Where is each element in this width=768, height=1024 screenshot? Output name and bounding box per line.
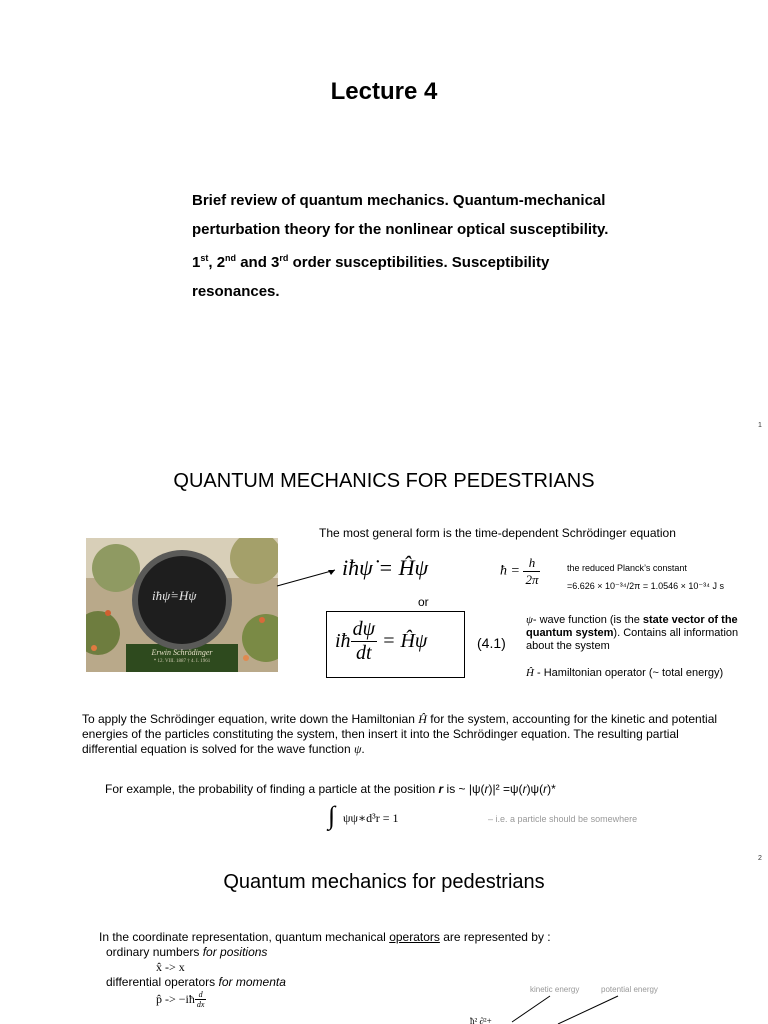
abstract-line: Brief review of quantum mechanics. Quantum-mechanical <box>192 192 606 209</box>
psi-note: ψ- wave function (is the state vector of the quantum system). Contains all information about the system <box>526 614 739 652</box>
lecture-abstract <box>192 186 662 306</box>
hamiltonian-note: Ĥ - Hamiltonian operator (~ total energy) <box>526 667 724 679</box>
or-label: or <box>418 595 429 609</box>
name-plate: Erwin Schrödinger <box>151 648 213 657</box>
position-operator: x̂ -> x <box>156 960 185 974</box>
slide-title: Quantum mechanics for pedestrians <box>223 871 545 893</box>
kinetic-energy-label: kinetic energy <box>530 985 580 994</box>
slide-title: QUANTUM MECHANICS FOR PEDESTRIANS <box>173 470 595 492</box>
abstract-line: resonances. <box>192 283 280 300</box>
lecture-title: Lecture 4 <box>330 78 438 105</box>
momenta-line: differential operators for momenta <box>106 975 286 989</box>
normalization-equation: ψψ∗d³r = 1 <box>343 811 399 825</box>
operators-intro: In the coordinate representation, quantum mechanical operators are represented by : <box>99 930 551 944</box>
integral-sign: ∫ <box>328 801 336 830</box>
schrodinger-equation-box: iħ $\frac{d\psi}{dt}$ = Ĥψ <box>326 611 465 678</box>
normalization-note: – i.e. a particle should be somewhere <box>488 814 638 824</box>
potential-energy-label: potential energy <box>601 985 658 994</box>
svg-text:ħ² ∂²+: ħ² ∂²+ <box>470 1016 492 1024</box>
page-number: 1 <box>758 422 762 429</box>
abstract-line: perturbation theory for the nonlinear optical susceptibility. <box>192 221 609 238</box>
probability-example: For example, the probability of finding a particle at the position r is ~ |ψ(r)|² =ψ(r)ψ(r)* <box>105 782 556 796</box>
hbar-description: the reduced Planck’s constant <box>567 563 687 573</box>
hbar-value: =6.626 × 10⁻³⁴/2π = 1.0546 × 10⁻³⁴ J s <box>567 581 725 591</box>
positions-line: ordinary numbers for positions <box>106 945 268 959</box>
plaque-equation: iħψ̇=Hψ <box>152 588 197 603</box>
name-plate-dates: * 12. VIII. 1887 † 4. I. 1961 <box>153 659 211 664</box>
hbar-definition: ħ = $\frac{h}{2\pi}$ <box>500 555 539 587</box>
energy-pointer-arrows <box>460 994 630 1024</box>
arrow-icon <box>275 565 345 590</box>
hamiltonian-paragraph: To apply the Schrödinger equation, write down the Hamiltonian Ĥ for the system, accounting for the kinetic and potential energies of the particles constituting the system, then insert it into the Schrödinger equation. The resulting partial differential equation is solved for the wave function ψ. <box>82 712 718 756</box>
schrodinger-equation-dot: iħψ̇ = Ĥψ <box>342 555 429 580</box>
page-number: 2 <box>758 855 762 862</box>
equation-number: (4.1) <box>477 635 506 651</box>
schrodinger-intro: The most general form is the time-dependent Schrödinger equation <box>319 526 676 540</box>
schrodinger-tombstone-photo <box>86 538 278 672</box>
abstract-line: 1st, 2nd and 3rd order susceptibilities. Susceptibility <box>192 253 550 271</box>
momentum-operator: p̂ -> −iħ $\frac{d}{dx}$ <box>156 990 205 1009</box>
